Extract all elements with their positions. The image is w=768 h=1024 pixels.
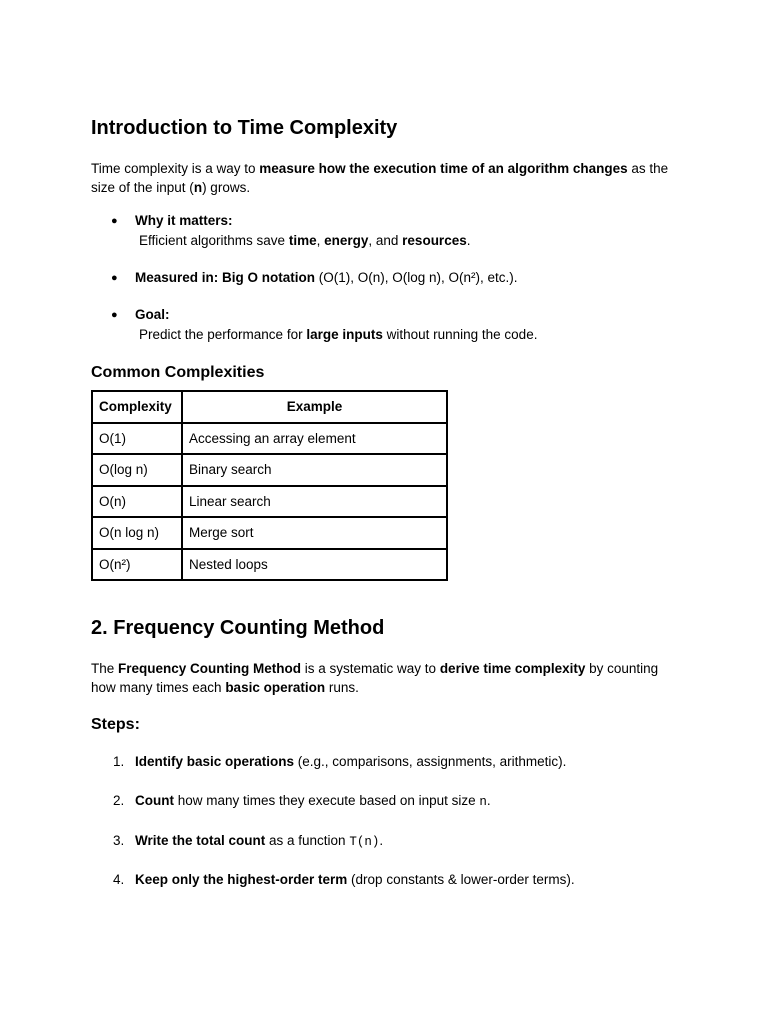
heading-common-complexities: Common Complexities bbox=[91, 364, 265, 381]
cell-complexity: O(n²) bbox=[92, 549, 182, 581]
bullet-marker: ● bbox=[111, 272, 118, 284]
step-number: 1. bbox=[113, 754, 125, 769]
header-example: Example bbox=[182, 391, 447, 423]
frequency-intro-paragraph: The Frequency Counting Method is a systematic way to derive time complexity by counting how many times each basic operation runs. bbox=[91, 661, 659, 695]
heading-steps: Steps: bbox=[91, 716, 140, 733]
cell-complexity: O(n log n) bbox=[92, 517, 182, 549]
complexities-table bbox=[91, 390, 448, 581]
table-header-row bbox=[92, 391, 447, 423]
step-number: 4. bbox=[113, 872, 125, 887]
table-row bbox=[92, 517, 447, 549]
bullet-marker: ● bbox=[111, 309, 118, 321]
step-number: 2. bbox=[113, 793, 125, 808]
table-row bbox=[92, 486, 447, 518]
cell-example: Binary search bbox=[182, 454, 447, 486]
bullet-marker: ● bbox=[111, 215, 118, 227]
cell-example: Accessing an array element bbox=[182, 423, 447, 455]
cell-example: Nested loops bbox=[182, 549, 447, 581]
cell-example: Merge sort bbox=[182, 517, 447, 549]
step-number: 3. bbox=[113, 833, 125, 848]
section-title-time-complexity: Introduction to Time Complexity bbox=[91, 117, 398, 139]
table-row bbox=[92, 549, 447, 581]
table-row bbox=[92, 454, 447, 486]
cell-example: Linear search bbox=[182, 486, 447, 518]
section-title-frequency-counting: 2. Frequency Counting Method bbox=[91, 617, 385, 639]
cell-complexity: O(n) bbox=[92, 486, 182, 518]
intro-paragraph: Time complexity is a way to measure how the execution time of an algorithm changes as the size of the input (n) grows. bbox=[91, 161, 669, 195]
cell-complexity: O(1) bbox=[92, 423, 182, 455]
table-row bbox=[92, 423, 447, 455]
header-complexity: Complexity bbox=[92, 391, 182, 423]
cell-complexity: O(log n) bbox=[92, 454, 182, 486]
